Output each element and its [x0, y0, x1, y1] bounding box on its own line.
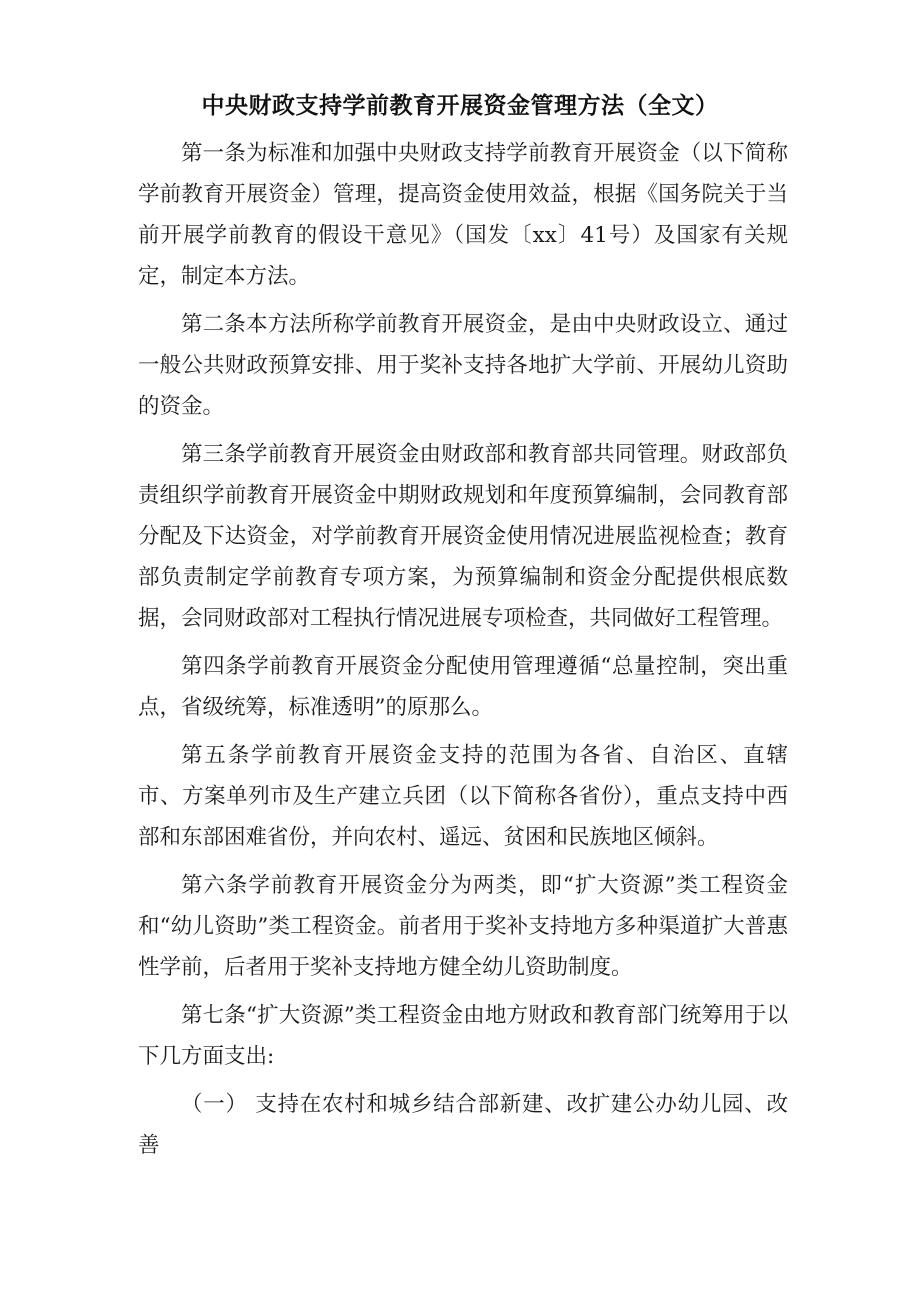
article-6-paragraph: 第六条学前教育开展资金分为两类，即“扩大资源”类工程资金和“幼儿资助”类工程资金。前者用于奖补支持地方多种渠道扩大普惠性学前，后者用于奖补支持地方健全幼儿资助制度。 — [138, 873, 788, 980]
article-2-paragraph: 第二条本方法所称学前教育开展资金，是由中央财政设立、通过一般公共财政预算安排、用于奖补支持各地扩大学前、开展幼儿资助的资金。 — [138, 312, 788, 419]
article-4-paragraph: 第四条学前教育开展资金分配使用管理遵循“总量控制，突出重点，省级统筹，标准透明”的原那么。 — [138, 654, 788, 720]
article-5-paragraph: 第五条学前教育开展资金支持的范围为各省、自治区、直辖 市、方案单列市及生产建立兵团（以下简称各省份），重点支持中西 部和东部困难省份，并向农村、遥远、贫困和民族地区倾斜。 — [138, 743, 788, 850]
document-title: 中央财政支持学前教育开展资金管理方法（全文） — [201, 93, 719, 119]
article-7-paragraph: 第七条“扩大资源”类工程资金由地方财政和教育部门统筹用于以下几方面支出: — [138, 1003, 788, 1069]
article-1-paragraph: 第一条为标准和加强中央财政支持学前教育开展资金（以下简称学前教育开展资金）管理，提高资金使用效益，根据《国务院关于当前开展学前教育的假设干意见》（国发〔xx〕41号）及国家有关规定，制定本方法。 — [138, 141, 788, 289]
article-3-paragraph: 第三条学前教育开展资金由财政部和教育部共同管理。财政部负责组织学前教育开展资金中期财政规划和年度预算编制，会同教育部分配及下达资金，对学前教育开展资金使用情况进展监视检查；教育部负责制定学前教育专项方案，为预算编制和资金分配提供根底数据，会同财政部对工程执行情况进展专项检查，共同做好工程管理。 — [138, 442, 788, 631]
document-body — [138, 133, 788, 1173]
article-7-item-1-paragraph: （一） 支持在农村和城乡结合部新建、改扩建公办幼儿园、改善 — [138, 1092, 788, 1158]
